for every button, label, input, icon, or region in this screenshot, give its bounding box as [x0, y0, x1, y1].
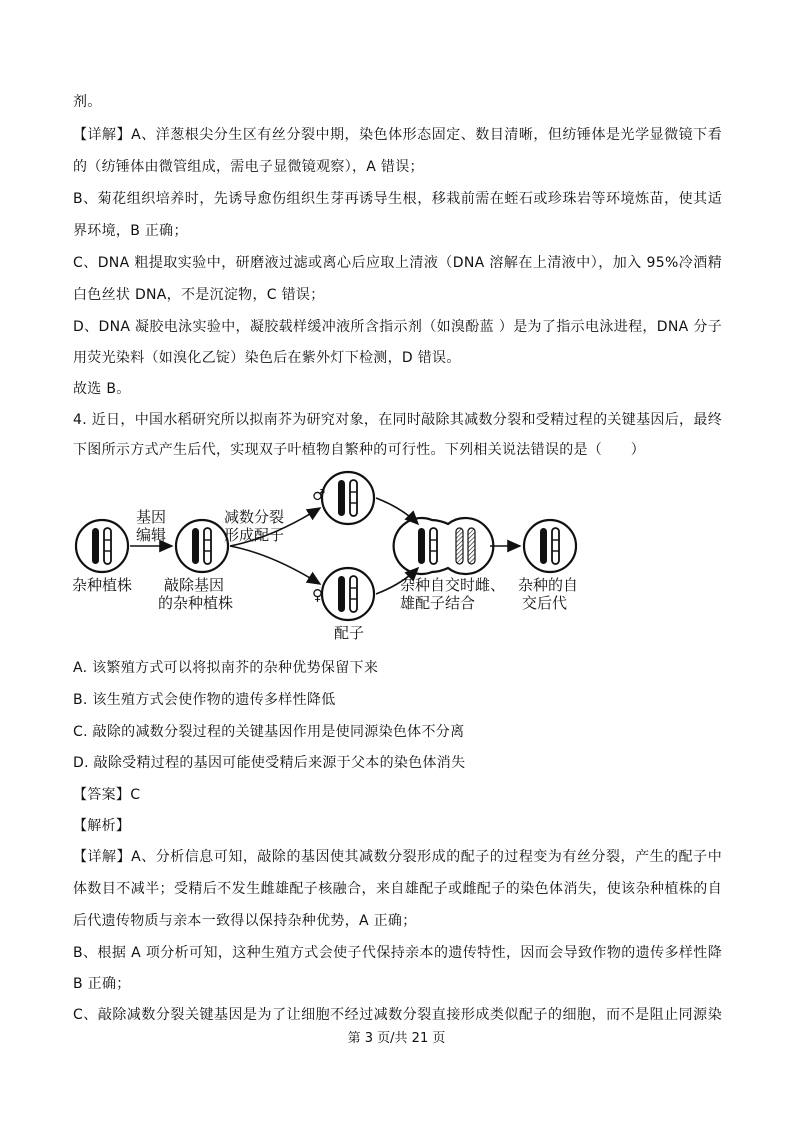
text-line: D、DNA 凝胶电泳实验中，凝胶载样缓冲液所含指示剂（如溴酚蓝 ）是为了指示电泳进程，DNA 分子	[73, 319, 722, 335]
label-gene-edit: 基因	[136, 508, 167, 526]
label-offspring: 杂种的自	[518, 576, 579, 594]
option-b: B. 该生殖方式会使作物的遗传多样性降低	[73, 692, 336, 708]
male-gamete-cell	[322, 472, 374, 524]
analysis-label: 【解析】	[73, 818, 131, 834]
knockout-plant-cell	[176, 520, 228, 572]
text-line: B、菊花组织培养时，先诱导愈伤组织生芽再诱导生根，移栽前需在蛭石或珍珠岩等环境炼苗，使其适	[73, 191, 722, 207]
text-line: 的（纺锤体由微管组成，需电子显微镜观察），A 错误；	[73, 159, 424, 175]
text-line: C、DNA 粗提取实验中，研磨液过滤或离心后应取上清液（DNA 溶解在上清液中），加入 95%冷酒精	[73, 255, 722, 271]
question-stem: 下图所示方式产生后代，实现双子叶植物自繁种的可行性。下列相关说法错误的是（ ）	[73, 442, 645, 458]
text-line: 界环境，B 正确；	[73, 223, 188, 239]
label-meiosis: 减数分裂	[224, 508, 285, 526]
text-line: 剂。	[73, 94, 102, 110]
detail-line: 后代遗传物质与亲本一致得以保持杂种优势，A 正确；	[73, 913, 417, 929]
label-meiosis: 形成配子	[224, 526, 285, 544]
female-gamete-cell	[322, 568, 374, 620]
detail-line: B 正确；	[73, 976, 131, 992]
label-gamete: 配子	[334, 624, 365, 642]
offspring-cell	[524, 520, 576, 572]
text-line: 用荧光染料（如溴化乙锭）染色后在紫外灯下检测，D 错误。	[73, 350, 461, 366]
question-stem: 4. 近日，中国水稻研究所以拟南芥为研究对象，在同时敲除其减数分裂和受精过程的关键基因后，最终	[73, 412, 722, 428]
option-a: A. 该繁殖方式可以将拟南芥的杂种优势保留下来	[73, 660, 379, 676]
detail-line: C、敲除减数分裂关键基因是为了让细胞不经过减数分裂直接形成类似配子的细胞，而不是阻止同源染	[73, 1007, 722, 1023]
text-line: 【详解】A、洋葱根尖分生区有丝分裂中期，染色体形态固定、数目清晰，但纺锤体是光学显微镜下看	[73, 127, 722, 143]
text-line: 白色丝状 DNA，不是沉淀物，C 错误；	[73, 287, 325, 303]
arrow-to-female	[230, 546, 320, 584]
label-knockout-plant: 的杂种植株	[158, 594, 234, 612]
reproduction-diagram	[72, 468, 592, 648]
label-gene-edit: 编辑	[136, 526, 167, 544]
male-symbol: ♂	[312, 486, 326, 504]
fusion-cell	[394, 518, 494, 574]
label-hybrid-plant: 杂种植株	[72, 576, 133, 594]
detail-line: B、根据 A 项分析可知，这种生殖方式会使子代保持亲本的遗传特性，因而会导致作物的遗传多样性降	[73, 945, 722, 961]
detail-line: 体数目不减半；受精后不发生雌雄配子核融合，来自雄配子或雌配子的染色体消失，使该杂种植株的自	[73, 881, 722, 897]
label-knockout-plant: 敲除基因	[164, 576, 225, 594]
label-selfing: 杂种自交时雌、	[400, 576, 506, 594]
hybrid-plant-cell	[76, 520, 128, 572]
option-c: C. 敲除的减数分裂过程的关键基因作用是使同源染色体不分离	[73, 724, 465, 740]
text-line: 故选 B。	[73, 381, 131, 397]
label-offspring: 交后代	[522, 594, 568, 612]
female-symbol: ♀	[312, 586, 323, 604]
answer-label: 【答案】C	[73, 787, 141, 803]
page-footer: 第 3 页/共 21 页	[347, 1031, 446, 1046]
label-selfing: 雄配子结合	[400, 594, 476, 612]
detail-line: 【详解】A、分析信息可知，敲除的基因使其减数分裂形成的配子的过程变为有丝分裂，产生的配子中	[73, 849, 722, 865]
option-d: D. 敲除受精过程的基因可能使受精后来源于父本的染色体消失	[73, 755, 466, 771]
